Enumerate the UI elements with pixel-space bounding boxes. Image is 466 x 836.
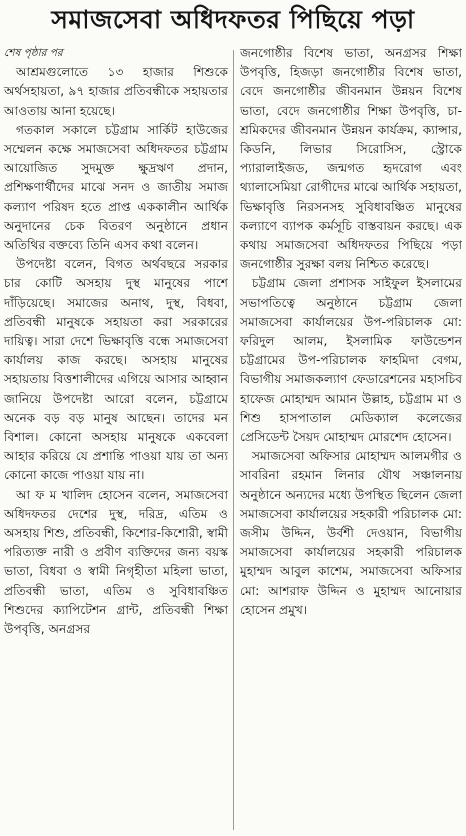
continued-from-label: শেষ পৃষ্ঠার পর: [4, 47, 63, 59]
article-column-right: [240, 44, 462, 834]
headline: সমাজসেবা অধিদফতর পিছিয়ে পড়া: [51, 4, 415, 34]
paragraph: আশ্রমগুলোতে ১৩ হাজার শিশুকে অর্থসহায়তা, ৯৭ হাজার প্রতিবন্ধীকে সহায়তার আওতায় আনা হয়েছে।: [4, 65, 228, 118]
paragraph: আ ফ ম খালিদ হোসেন বলেন, সমাজসেবা অধিদফতর দেশের দুস্থ, দরিদ্র, এতিম ও অসহায় শিশু, প্রতিবন্ধী, কিশোর-কিশোরী, স্বামী পরিত্যক্ত নারী ও প্রবীণ ব্যক্তিদের জন্য বয়স্ক ভাতা, বিধবা ও স্বামী নিগৃহীতা মহিলা ভাতা, প্রতিবন্ধী ভাতা, এতিম ও সুবিধাবঞ্চিত শিশুদের ক্যাপিটেশন গ্রান্ট, প্রতিবন্ধী শিক্ষা উপবৃত্তি, অনগ্রসর: [4, 487, 228, 637]
article-column-left: [4, 44, 228, 834]
paragraph: সমাজসেবা অফিসার মোহাম্মদ আলমগীর ও সাবরিনা রহমান লিনার যৌথ সঞ্চালনায় অনুষ্ঠানে অন্যদের মধ্যে উপস্থিত ছিলেন জেলা সমাজসেবা কার্যালয়ের সহকারী পরিচালক মো: জসীম উদ্দিন, উর্বশী দেওয়ান, বিভাগীয় সমাজসেবা কার্যালয়ের সহকারী পরিচালক মুহাম্মদ আবুল কাশেম, সমাজসেবা অফিসার মো: আশরাফ উদ্দিন ও মুহাম্মদ আনোয়ার হোসেন প্রমুখ।: [240, 449, 462, 617]
paragraph: চট্টগ্রাম জেলা প্রশাসক সাইফুল ইসলামের সভাপতিত্বে অনুষ্ঠানে চট্টগ্রাম জেলা সমাজসেবা কার্যালয়ের উপ-পরিচালক মো: ফরিদুল আলম, ইসলামিক ফাউন্ডেশন চট্টগ্রামের উপ-পরিচালক ফাহমিদা বেগম, বিভাগীয় সমাজকল্যাণ ফেডারেশনের মহাসচিব হাফেজ মোহাম্মদ আমান উল্লাহ, চট্টগ্রাম মা ও শিশু হাসপাতাল মেডিক্যাল কলেজের প্রেসিডেন্ট সৈয়দ মোহাম্মদ মোরশেদ হোসেন।: [240, 276, 462, 445]
column-divider: [233, 50, 234, 830]
paragraph: জনগোষ্ঠীর বিশেষ ভাতা, অনগ্রসর শিক্ষা উপবৃত্তি, হিজড়া জনগোষ্ঠীর বিশেষ ভাতা, বেদে জনগোষ্ঠীর জীবনমান উন্নয়ন বিশেষ ভাতা, বেদে জনগোষ্ঠীর শিক্ষা উপবৃত্তি, চা-শ্রমিকদের জীবনমান উন্নয়ন কার্যক্রম, ক্যান্সার, কিডনি, লিভার সিরোসিস, স্ট্রোকে প্যারালাইজড, জন্মগত হৃদরোগ এবং থ্যালাসেমিয়া রোগীদের মাঝে আর্থিক সহায়তা, ভিক্ষাবৃত্তি নিরসনসহ সুবিধাবঞ্চিত মানুষের কল্যাণে ব্যাপক কর্মসূচি বাস্তবায়ন করছে। এক কথায় সমাজসেবা অধিদফতর পিছিয়ে পড়া জনগোষ্ঠীর সুরক্ষা বলয় নিশ্চিত করেছে।: [240, 46, 462, 272]
paragraph: গতকাল সকালে চট্টগ্রাম সার্কিট হাউজের সম্মেলন কক্ষে সমাজসেবা অধিদফতর চট্টগ্রাম আয়োজিত সুদমুক্ত ক্ষুদ্রঋণ প্রদান, প্রশিক্ষণার্থীদের মাঝে সনদ ও জাতীয় সমাজ কল্যাণ পরিষদ হতে প্রাপ্ত এককালীন আর্থিক অনুদানের চেক বিতরণ অনুষ্ঠানে প্রধান অতিথির বক্তব্যে তিনি এসব কথা বলেন।: [4, 122, 228, 253]
paragraph: উপদেষ্টা বলেন, বিগত অর্থবছরে সরকার চার কোটি অসহায় দুস্থ মানুষের পাশে দাঁড়িয়েছে। সমাজের অনাথ, দুস্থ, বিধবা, প্রতিবন্ধী মানুষকে সহায়তা করা সরকারের দায়িত্ব। সারা দেশে ভিক্ষাবৃত্তি বন্ধে সমাজসেবা কার্যালয় কাজ করছে। অসহায় মানুষের সহায়তায় বিত্তশালীদের এগিয়ে আসার আহ্বান জানিয়ে উপদেষ্টা আরো বলেন, চট্টগ্রামে অনেক বড় বড় মানুষ আছেন। তাদের মন বিশাল। কোনো অসহায় মানুষকে একবেলা আহার করিয়ে যে প্রশান্তি পাওয়া যায় তা অন্য কোনো কাজে পাওয়া যায় না।: [4, 257, 228, 483]
